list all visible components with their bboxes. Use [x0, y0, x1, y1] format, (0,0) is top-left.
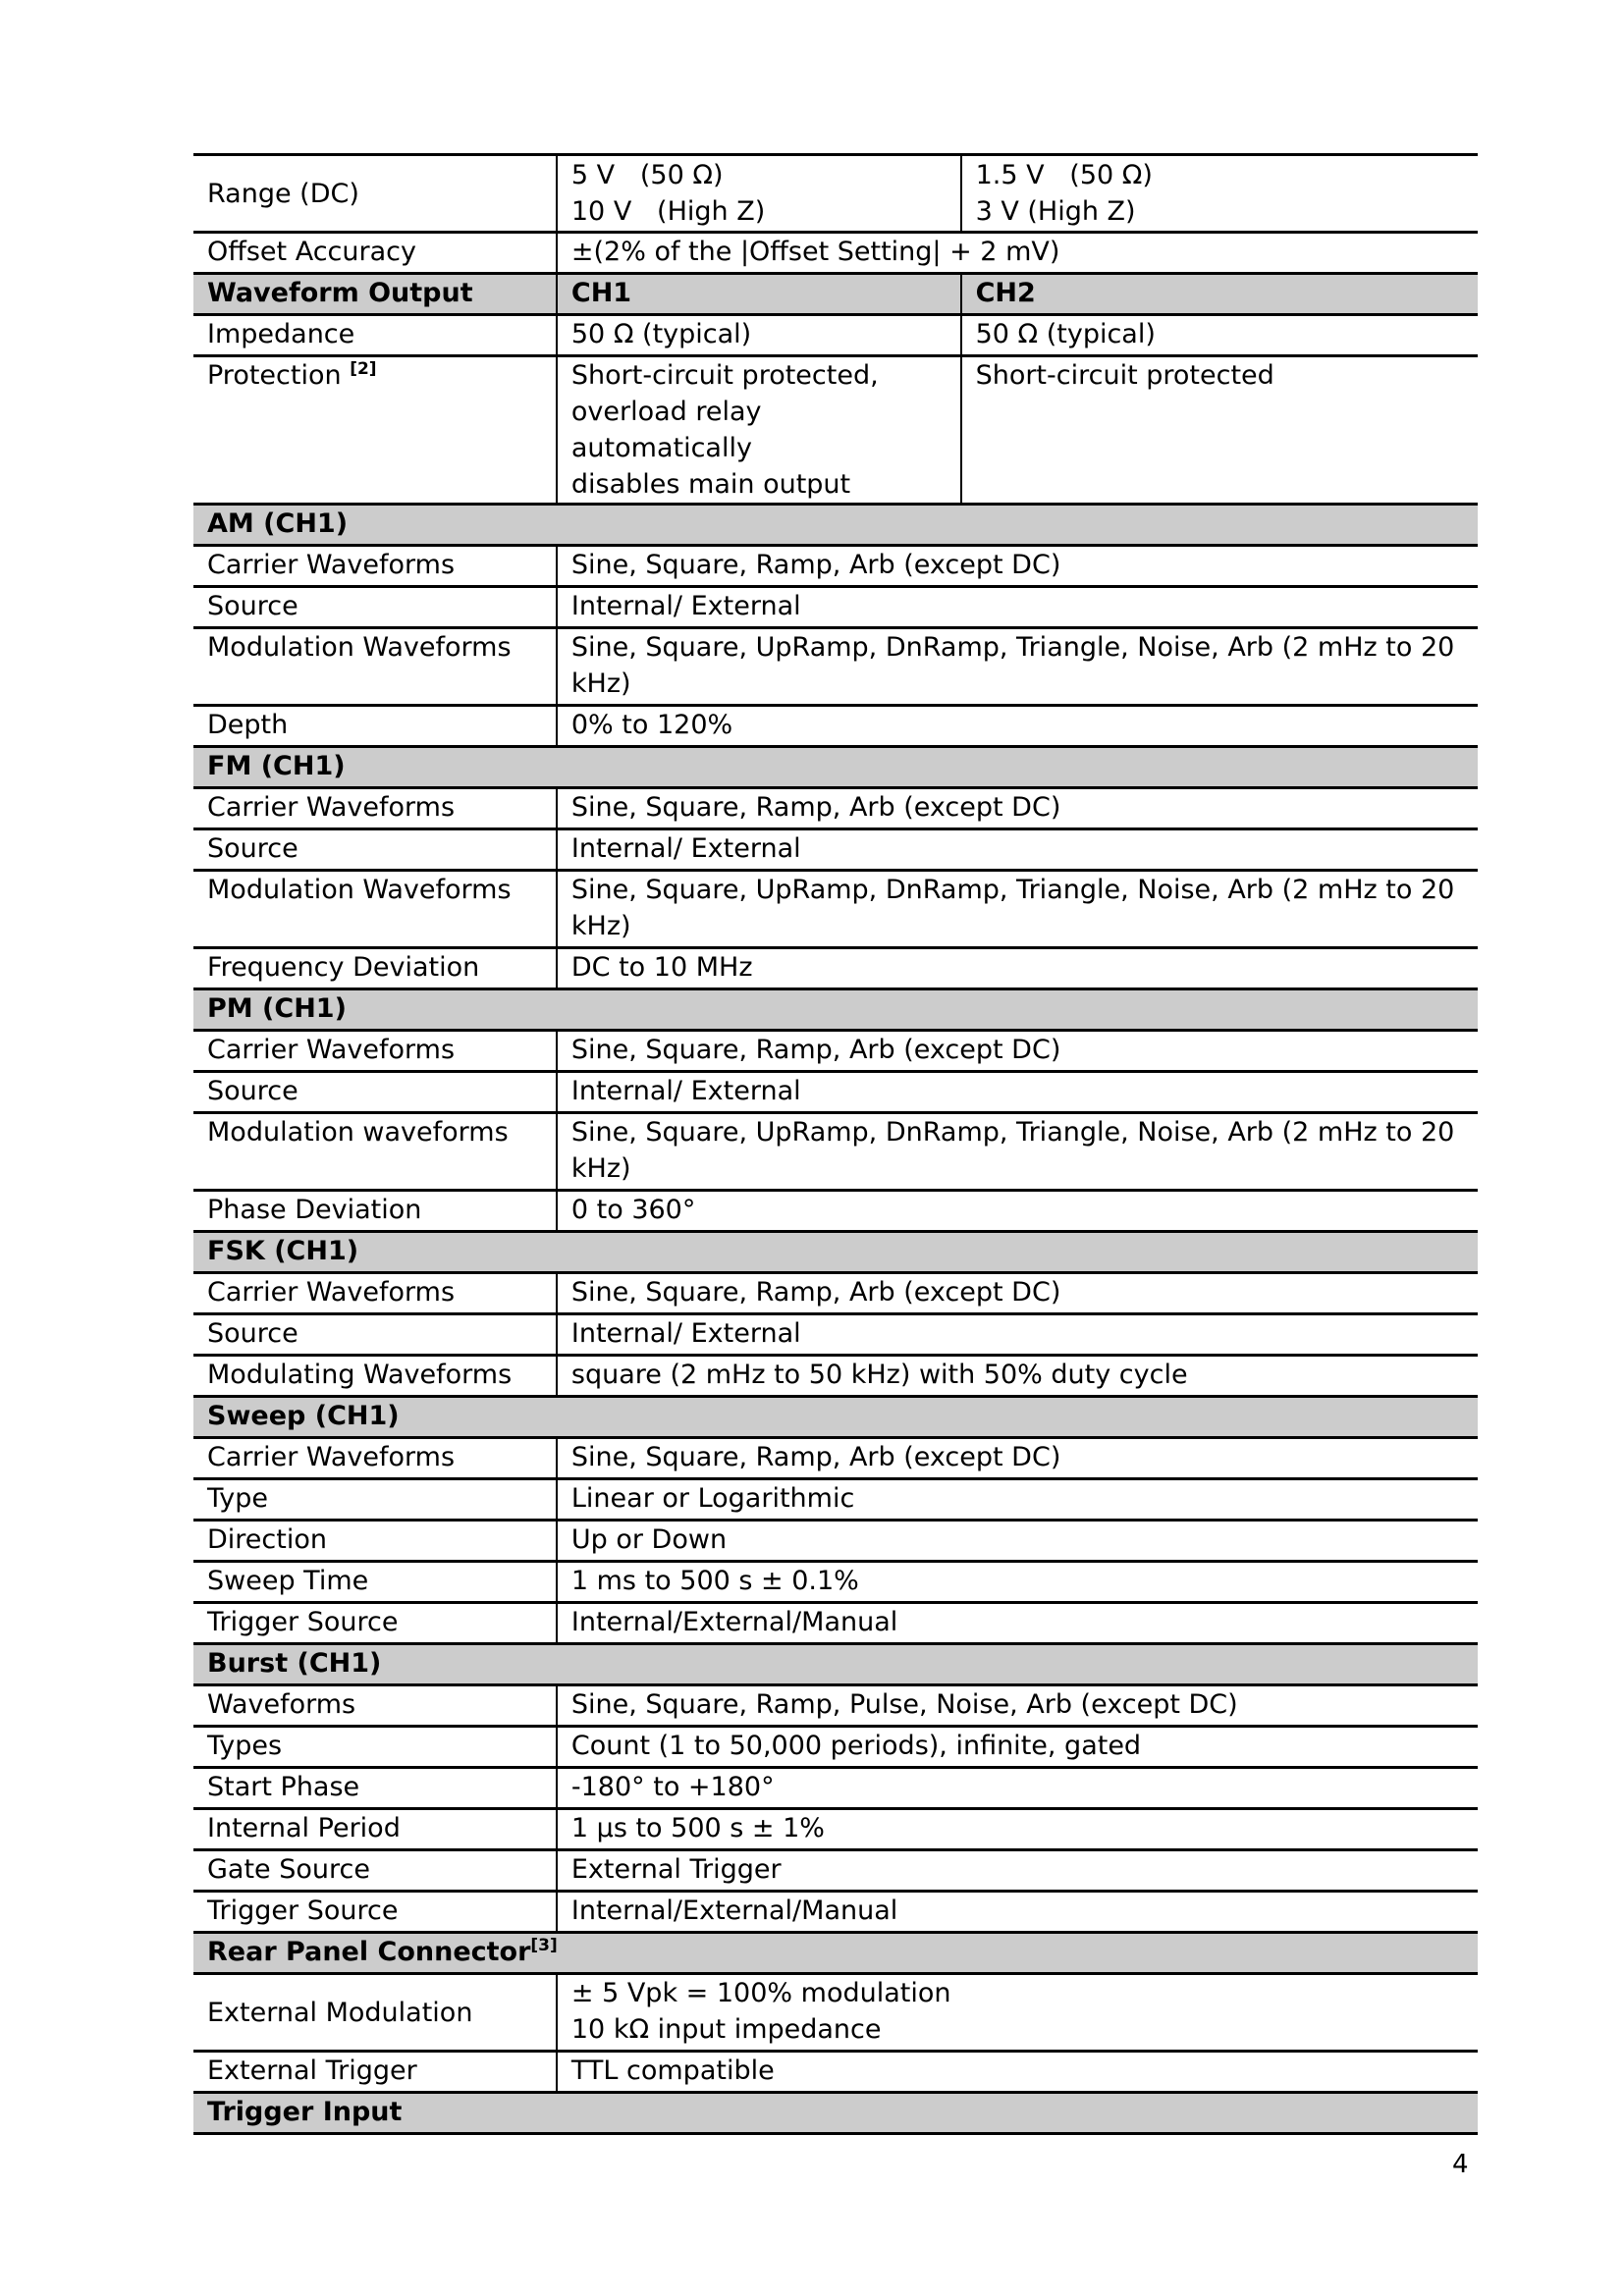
row-value: Internal/ External: [557, 1314, 1478, 1356]
table-row: [193, 1356, 1478, 1397]
table-row: [193, 1892, 1478, 1933]
burst-title: Burst (CH1): [193, 1644, 1478, 1685]
section-fsk: [193, 1232, 1478, 1273]
section-rear-panel-connector: [193, 1933, 1478, 1974]
row-label: Start Phase: [193, 1768, 557, 1809]
table-row: [193, 788, 1478, 829]
table-row: [193, 587, 1478, 628]
table-row: [193, 1850, 1478, 1892]
row-label: Carrier Waveforms: [193, 546, 557, 587]
row-value: Internal/ External: [557, 587, 1478, 628]
row-label: Type: [193, 1479, 557, 1521]
table-row: [193, 1768, 1478, 1809]
row-value: Sine, Square, Ramp, Arb (except DC): [557, 546, 1478, 587]
row-label: Modulation Waveforms: [193, 628, 557, 706]
range-ch1: [557, 155, 961, 233]
row-label: Types: [193, 1727, 557, 1768]
section-burst: [193, 1644, 1478, 1685]
section-am: [193, 505, 1478, 546]
table-row: [193, 1479, 1478, 1521]
impedance-label: Impedance: [193, 315, 557, 356]
row-value: Sine, Square, Ramp, Arb (except DC): [557, 788, 1478, 829]
row-label: Modulating Waveforms: [193, 1356, 557, 1397]
row-label: Trigger Source: [193, 1892, 557, 1933]
row-label: Direction: [193, 1521, 557, 1562]
fsk-title: FSK (CH1): [193, 1232, 1478, 1273]
row-impedance: [193, 315, 1478, 356]
table-row: [193, 1314, 1478, 1356]
table-row: [193, 1438, 1478, 1479]
protection-ch1-line2: overload relay automatically: [570, 397, 762, 463]
row-label: Depth: [193, 706, 557, 747]
row-label: Source: [193, 1314, 557, 1356]
waveform-output-ch1: CH1: [557, 274, 961, 315]
table-row: [193, 948, 1478, 989]
sweep-title: Sweep (CH1): [193, 1397, 1478, 1438]
row-label: Source: [193, 587, 557, 628]
section-fm: [193, 747, 1478, 788]
protection-label-cell: [193, 356, 557, 505]
row-value: Internal/ External: [557, 1072, 1478, 1113]
row-label: Phase Deviation: [193, 1191, 557, 1232]
table-row: [193, 829, 1478, 871]
impedance-ch1: 50 Ω (typical): [557, 315, 961, 356]
range-ch2: [961, 155, 1478, 233]
table-row: [193, 1521, 1478, 1562]
row-value: Sine, Square, Ramp, Pulse, Noise, Arb (except DC): [557, 1685, 1478, 1727]
protection-ch1: [557, 356, 961, 505]
row-value: Sine, Square, Ramp, Arb (except DC): [557, 1031, 1478, 1072]
protection-label: Protection: [207, 360, 351, 391]
table-row: [193, 1031, 1478, 1072]
impedance-ch2: 50 Ω (typical): [961, 315, 1478, 356]
offset-value: ±(2% of the |Offset Setting| + 2 mV): [557, 233, 1478, 274]
row-label: Gate Source: [193, 1850, 557, 1892]
row-value: Sine, Square, Ramp, Arb (except DC): [557, 1273, 1478, 1314]
rear-title: Rear Panel Connector: [207, 1937, 531, 1967]
row-value: Internal/ External: [557, 829, 1478, 871]
table-row: [193, 1562, 1478, 1603]
footnote-ref-2: [2]: [350, 359, 377, 379]
row-value: -180° to +180°: [557, 1768, 1478, 1809]
row-value: Internal/External/Manual: [557, 1892, 1478, 1933]
ext-mod-value: [557, 1974, 1478, 2052]
fm-title: FM (CH1): [193, 747, 1478, 788]
row-label: Modulation Waveforms: [193, 871, 557, 948]
ext-trig-value: TTL compatible: [557, 2052, 1478, 2093]
row-label: Carrier Waveforms: [193, 788, 557, 829]
row-protection: [193, 356, 1478, 505]
row-label: Frequency Deviation: [193, 948, 557, 989]
row-label: Source: [193, 1072, 557, 1113]
table-row: [193, 1603, 1478, 1644]
table-row: [193, 1273, 1478, 1314]
row-label: Trigger Source: [193, 1603, 557, 1644]
row-label: Carrier Waveforms: [193, 1031, 557, 1072]
table-row: [193, 546, 1478, 587]
row-value: square (2 mHz to 50 kHz) with 50% duty cycle: [557, 1356, 1478, 1397]
row-value: DC to 10 MHz: [557, 948, 1478, 989]
rear-title-cell: [193, 1933, 1478, 1974]
range-ch2-line1: 1.5 V (50 Ω): [975, 160, 1153, 190]
row-value: Sine, Square, UpRamp, DnRamp, Triangle, Noise, Arb (2 mHz to 20 kHz): [557, 628, 1478, 706]
table-row: [193, 1727, 1478, 1768]
row-value: Sine, Square, Ramp, Arb (except DC): [557, 1438, 1478, 1479]
row-range-dc: [193, 155, 1478, 233]
section-pm: [193, 989, 1478, 1031]
row-value: Count (1 to 50,000 periods), infinite, gated: [557, 1727, 1478, 1768]
table-row: [193, 871, 1478, 948]
table-row: [193, 1113, 1478, 1191]
offset-label: Offset Accuracy: [193, 233, 557, 274]
protection-ch2: Short-circuit protected: [961, 356, 1478, 505]
table-row: [193, 1191, 1478, 1232]
table-row: [193, 706, 1478, 747]
row-external-modulation: [193, 1974, 1478, 2052]
section-sweep: [193, 1397, 1478, 1438]
row-label: Sweep Time: [193, 1562, 557, 1603]
row-value: External Trigger: [557, 1850, 1478, 1892]
table-row: [193, 1685, 1478, 1727]
row-value: Internal/External/Manual: [557, 1603, 1478, 1644]
row-offset-accuracy: [193, 233, 1478, 274]
page-number: 4: [1452, 2150, 1469, 2179]
row-value: 1 μs to 500 s ± 1%: [557, 1809, 1478, 1850]
table-row: [193, 628, 1478, 706]
row-value: Up or Down: [557, 1521, 1478, 1562]
range-ch2-line2: 3 V (High Z): [975, 196, 1136, 227]
row-value: 1 ms to 500 s ± 0.1%: [557, 1562, 1478, 1603]
waveform-output-label: Waveform Output: [193, 274, 557, 315]
protection-ch1-line1: Short-circuit protected,: [570, 360, 879, 391]
row-label: Source: [193, 829, 557, 871]
table-row: [193, 1072, 1478, 1113]
row-label: Internal Period: [193, 1809, 557, 1850]
range-ch1-line1: 5 V (50 Ω): [570, 160, 724, 190]
row-label: Waveforms: [193, 1685, 557, 1727]
waveform-output-ch2: CH2: [961, 274, 1478, 315]
ext-mod-line2: 10 kΩ input impedance: [570, 2014, 882, 2045]
footnote-ref-3: [3]: [530, 1936, 558, 1955]
row-external-trigger: [193, 2052, 1478, 2093]
section-trigger-input: [193, 2093, 1478, 2134]
trigger-input-title: Trigger Input: [193, 2093, 1478, 2134]
ext-mod-label: External Modulation: [193, 1974, 557, 2052]
specifications-table: [193, 153, 1478, 2135]
row-value: Sine, Square, UpRamp, DnRamp, Triangle, Noise, Arb (2 mHz to 20 kHz): [557, 1113, 1478, 1191]
row-value: Sine, Square, UpRamp, DnRamp, Triangle, Noise, Arb (2 mHz to 20 kHz): [557, 871, 1478, 948]
ext-trig-label: External Trigger: [193, 2052, 557, 2093]
table-row: [193, 1809, 1478, 1850]
row-value: Linear or Logarithmic: [557, 1479, 1478, 1521]
row-value: 0 to 360°: [557, 1191, 1478, 1232]
section-waveform-output: [193, 274, 1478, 315]
range-label: Range (DC): [193, 155, 557, 233]
range-ch1-line2: 10 V (High Z): [570, 196, 766, 227]
pm-title: PM (CH1): [193, 989, 1478, 1031]
ext-mod-line1: ± 5 Vpk = 100% modulation: [570, 1978, 951, 2008]
row-value: 0% to 120%: [557, 706, 1478, 747]
row-label: Carrier Waveforms: [193, 1438, 557, 1479]
row-label: Carrier Waveforms: [193, 1273, 557, 1314]
am-title: AM (CH1): [193, 505, 1478, 546]
row-label: Modulation waveforms: [193, 1113, 557, 1191]
protection-ch1-line3: disables main output: [570, 469, 851, 500]
